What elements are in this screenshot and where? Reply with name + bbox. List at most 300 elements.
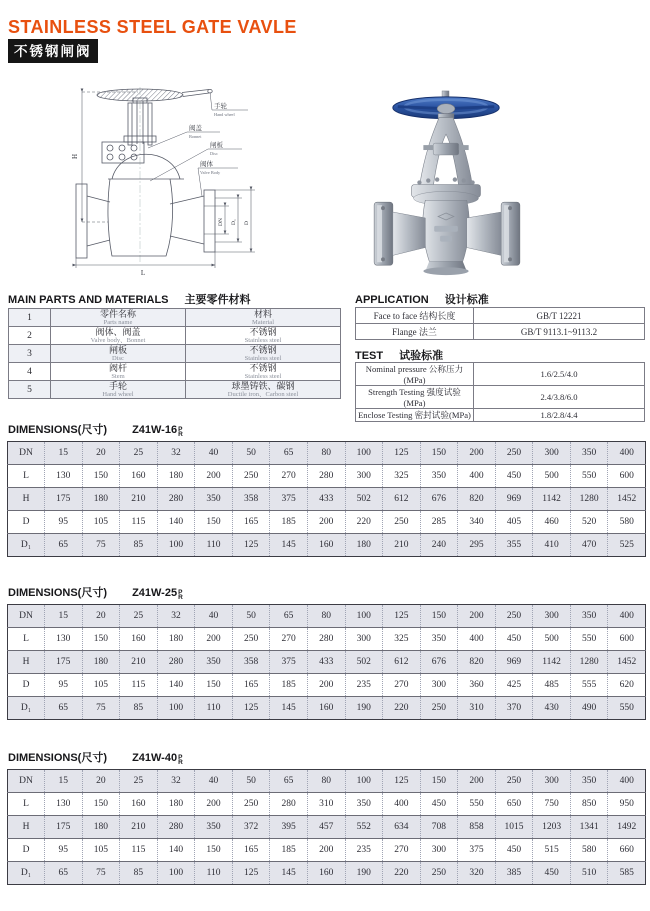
dimension-value: 355 [495,534,533,557]
application-row [356,324,645,340]
callout-labels [189,101,235,175]
dimension-value: 150 [420,605,458,628]
dimension-value: 235 [345,839,383,862]
application-heading-cn: 设计标准 [444,294,489,306]
dimension-value: 160 [307,697,345,720]
dimension-value: 295 [458,534,496,557]
dimension-value: 1142 [533,488,571,511]
dimension-value: 858 [458,816,496,839]
dimension-value: 180 [82,488,120,511]
part-name: 闸板 Disc [51,345,186,363]
dimension-value: 125 [232,862,270,885]
dimension-value: 750 [533,793,571,816]
dimension-value: 160 [120,628,158,651]
dimension-value: 85 [120,534,158,557]
dimension-row-label: D [8,839,45,862]
dimension-value: 85 [120,697,158,720]
part-material: 材料 Material [186,309,341,327]
dimension-value: 515 [533,839,571,862]
dimension-value: 80 [307,770,345,793]
dimension-value: 40 [195,442,233,465]
dimension-value: 80 [307,605,345,628]
dimension-value: 350 [345,793,383,816]
page-title: STAINLESS STEEL GATE VAVLE [8,17,297,37]
dimension-value: 285 [420,511,458,534]
valve-technical-drawing [52,86,320,278]
dimensions-label: DIMENSIONS(尺寸) [8,424,107,436]
dimension-value: 502 [345,488,383,511]
dimension-value: 1142 [533,651,571,674]
dim-label-h: H [71,153,79,159]
test-row-value: 1.6/2.5/4.0 [474,363,645,386]
dimension-value: 620 [608,674,646,697]
callout-handwheel-cn: 手轮 [214,103,227,110]
test-row-label: Enclose Testing 密封试验(MPa) [356,409,474,422]
dimension-value: 150 [82,465,120,488]
dimension-value: 1452 [608,651,646,674]
dimension-row [8,816,646,839]
dimension-value: 300 [533,605,571,628]
dimension-value: 580 [570,839,608,862]
dimension-value: 100 [157,697,195,720]
dimension-value: 250 [383,511,421,534]
dimension-value: 310 [307,793,345,816]
application-row-value: GB/T 12221 [474,308,645,324]
model-code-z41w16: Z41W-16 P R [132,424,183,438]
test-heading-en: TEST [355,350,384,362]
dimension-value: 405 [495,511,533,534]
dimension-value: 180 [157,628,195,651]
dimension-value: 820 [458,488,496,511]
dimensions-label: DIMENSIONS(尺寸) [8,752,107,764]
test-heading [355,347,443,363]
dimension-value: 190 [345,697,383,720]
dimension-value: 235 [345,674,383,697]
dimension-value: 325 [383,465,421,488]
dimension-value: 110 [195,697,233,720]
test-row-label: Strength Testing 强度试验(MPa) [356,386,474,409]
dimension-row [8,628,646,651]
dimension-value: 80 [307,442,345,465]
dimension-value: 130 [45,628,83,651]
test-heading-cn: 试验标准 [399,350,444,362]
dimension-value: 150 [420,770,458,793]
dimension-value: 160 [307,534,345,557]
dimensions-table-z41w40 [7,769,646,885]
dimension-value: 250 [495,605,533,628]
dimension-value: 200 [458,770,496,793]
dimension-value: 200 [307,674,345,697]
dimension-row-label: L [8,465,45,488]
dimension-value: 395 [270,816,308,839]
application-heading [355,291,489,307]
dimension-value: 65 [45,534,83,557]
dimension-row-label: DN [8,442,45,465]
dimension-value: 180 [345,534,383,557]
dimension-value: 450 [495,839,533,862]
dimension-value: 280 [270,793,308,816]
dimension-value: 175 [45,816,83,839]
application-table [355,307,645,340]
dimension-value: 220 [345,511,383,534]
dimension-value: 250 [232,628,270,651]
dimension-value: 185 [270,511,308,534]
dimension-value: 25 [120,442,158,465]
part-name: 阀体、阀盖 Valve body、Bonnet [51,327,186,345]
dimension-value: 520 [570,511,608,534]
dimension-value: 372 [232,816,270,839]
dimension-value: 300 [420,839,458,862]
parts-row [9,381,341,399]
dimension-value: 1015 [495,816,533,839]
dimension-value: 550 [608,697,646,720]
dimension-value: 20 [82,605,120,628]
dimension-value: 180 [82,651,120,674]
part-number: 1 [9,309,51,327]
dimension-value: 550 [570,628,608,651]
dimension-value: 650 [495,793,533,816]
test-row [356,409,645,422]
dimension-row-label: L [8,628,45,651]
dimension-value: 300 [345,465,383,488]
dimension-row [8,674,646,697]
dimension-row [8,651,646,674]
valve-photo [368,88,526,280]
dimension-value: 510 [570,862,608,885]
part-material: 不锈钢 Stainless steel [186,345,341,363]
dimension-value: 15 [45,442,83,465]
dimension-row-label: D₁ [8,534,45,557]
dimension-value: 140 [157,839,195,862]
dimension-value: 125 [232,697,270,720]
dimension-value: 430 [533,697,571,720]
dimension-row [8,793,646,816]
dimension-value: 270 [383,674,421,697]
dimension-value: 100 [345,442,383,465]
dimension-value: 320 [458,862,496,885]
dimension-row-label: H [8,651,45,674]
dimension-value: 280 [157,488,195,511]
dimension-value: 65 [270,605,308,628]
dimension-value: 375 [270,651,308,674]
dimension-value: 65 [45,697,83,720]
dimension-value: 400 [608,442,646,465]
dimension-value: 95 [45,839,83,862]
parts-row [9,345,341,363]
dimension-row-label: D [8,511,45,534]
application-row [356,308,645,324]
dimension-value: 180 [157,793,195,816]
dimension-row-label: D [8,674,45,697]
dimension-value: 210 [120,816,158,839]
part-material: 不锈钢 Stainless steel [186,363,341,381]
dimension-value: 660 [608,839,646,862]
dimension-value: 350 [420,465,458,488]
dimension-value: 50 [232,605,270,628]
dimension-value: 457 [307,816,345,839]
callout-body-en: Valve Body [200,170,221,175]
dimension-value: 375 [270,488,308,511]
dimension-value: 600 [608,465,646,488]
dimension-value: 50 [232,770,270,793]
dimension-value: 100 [157,862,195,885]
dimension-value: 550 [570,465,608,488]
dimension-value: 150 [195,839,233,862]
dimension-value: 15 [45,770,83,793]
dimension-value: 105 [82,674,120,697]
dimension-value: 100 [345,770,383,793]
dimensions-table-z41w16 [7,441,646,557]
dimension-value: 160 [307,862,345,885]
part-number: 4 [9,363,51,381]
dimension-value: 85 [120,862,158,885]
dimension-row-label: D₁ [8,862,45,885]
model-code-z41w25: Z41W-25 P R [132,587,183,601]
dimension-value: 20 [82,770,120,793]
dimension-row [8,605,646,628]
dimension-value: 350 [570,770,608,793]
dimension-value: 358 [232,488,270,511]
dimension-value: 65 [270,770,308,793]
dimension-row [8,862,646,885]
dimension-value: 130 [45,465,83,488]
parts-row [9,363,341,381]
dimension-value: 350 [195,816,233,839]
dimension-value: 180 [157,465,195,488]
dimension-value: 1452 [608,488,646,511]
dimension-value: 210 [120,651,158,674]
callout-bonnet-en: Bonnet [189,134,202,139]
dimension-value: 485 [533,674,571,697]
application-row-value: GB/T 9113.1~9113.2 [474,324,645,340]
dimension-value: 300 [533,442,571,465]
test-row-label: Nominal pressure 公称压力(MPa) [356,363,474,386]
dimension-value: 850 [570,793,608,816]
parts-row [9,327,341,345]
dimension-value: 612 [383,651,421,674]
dimension-value: 200 [458,442,496,465]
dimension-value: 150 [82,793,120,816]
dimension-value: 145 [270,862,308,885]
dimension-value: 210 [120,488,158,511]
dimension-value: 150 [195,674,233,697]
dimension-value: 165 [232,674,270,697]
valve-outline [76,87,215,262]
dimension-value: 15 [45,605,83,628]
dimension-value: 400 [608,770,646,793]
dimension-value: 350 [195,488,233,511]
page-subtitle-cn: 不锈钢闸阀 [8,39,98,63]
dimension-value: 200 [307,839,345,862]
dimension-value: 450 [495,628,533,651]
dimension-value: 100 [157,534,195,557]
dimension-value: 105 [82,839,120,862]
dimension-value: 280 [157,816,195,839]
dimension-value: 115 [120,674,158,697]
dimension-value: 50 [232,442,270,465]
dimension-value: 140 [157,511,195,534]
test-row-value: 1.8/2.8/4.4 [474,409,645,422]
dimension-value: 400 [458,465,496,488]
dimension-value: 160 [120,793,158,816]
application-row-label: Face to face 结构长度 [356,308,474,324]
dimension-value: 580 [608,511,646,534]
dimensions-heading-25 [8,584,183,600]
left-flange [374,202,393,265]
dimension-row-label: H [8,488,45,511]
dimension-value: 585 [608,862,646,885]
dimension-row [8,697,646,720]
dimension-value: 240 [420,534,458,557]
test-row-value: 2.4/3.8/6.0 [474,386,645,409]
dimension-value: 370 [495,697,533,720]
dimension-value: 270 [383,839,421,862]
dimension-value: 110 [195,862,233,885]
dimension-value: 1203 [533,816,571,839]
dimension-value: 250 [232,793,270,816]
dimension-value: 425 [495,674,533,697]
part-material: 不锈钢 Stainless steel [186,327,341,345]
part-name: 阀杆 Stem [51,363,186,381]
model-code-z41w40: Z41W-40 P R [132,752,183,766]
dimension-value: 95 [45,511,83,534]
dimension-row [8,465,646,488]
dimension-value: 125 [232,534,270,557]
dimension-value: 110 [195,534,233,557]
dimension-value: 280 [307,628,345,651]
test-table [355,362,645,422]
dimension-value: 270 [270,628,308,651]
dimension-value: 502 [345,651,383,674]
dimension-value: 40 [195,605,233,628]
dimension-value: 400 [608,605,646,628]
dimension-value: 165 [232,511,270,534]
dimension-value: 350 [195,651,233,674]
dimension-value: 375 [458,839,496,862]
application-heading-en: APPLICATION [355,294,429,306]
dimension-value: 250 [495,442,533,465]
dimension-value: 1341 [570,816,608,839]
test-row [356,386,645,409]
part-material: 球墨铸铁、碳钢 Ductile iron、Carbon steel [186,381,341,399]
dimension-value: 115 [120,511,158,534]
dimension-value: 600 [608,628,646,651]
dimension-value: 175 [45,651,83,674]
dimension-value: 950 [608,793,646,816]
part-number: 2 [9,327,51,345]
dimension-value: 550 [458,793,496,816]
dimension-value: 280 [157,651,195,674]
dimension-value: 300 [345,628,383,651]
dimension-row [8,839,646,862]
dimension-value: 250 [495,770,533,793]
dimension-row [8,488,646,511]
dimension-value: 350 [570,605,608,628]
parts-heading-en: MAIN PARTS AND MATERIALS [8,294,169,306]
dimension-value: 385 [495,862,533,885]
dimension-row [8,511,646,534]
dimension-value: 350 [420,628,458,651]
dimension-value: 450 [420,793,458,816]
dimension-value: 1280 [570,651,608,674]
dim-label-d: D [244,221,250,225]
dimension-value: 470 [570,534,608,557]
dimension-row-label: DN [8,605,45,628]
dimension-value: 200 [195,465,233,488]
dimensions-label: DIMENSIONS(尺寸) [8,587,107,599]
dimension-value: 820 [458,651,496,674]
dimension-value: 220 [383,697,421,720]
dimension-value: 125 [383,605,421,628]
dimension-value: 270 [270,465,308,488]
dimension-value: 220 [383,862,421,885]
dimension-value: 250 [420,697,458,720]
dimension-value: 525 [608,534,646,557]
dimension-value: 490 [570,697,608,720]
dimension-value: 280 [307,465,345,488]
dimension-value: 125 [383,770,421,793]
dimension-value: 145 [270,534,308,557]
dimension-value: 410 [533,534,571,557]
dimension-row-label: DN [8,770,45,793]
part-name: 零件名称 Parts name [51,309,186,327]
dimension-row-label: H [8,816,45,839]
dimension-row [8,442,646,465]
right-flange [501,202,520,265]
parts-row [9,309,341,327]
dimension-value: 250 [232,465,270,488]
dimension-value: 200 [307,511,345,534]
dimension-value: 185 [270,839,308,862]
dimension-value: 360 [458,674,496,697]
dimension-value: 75 [82,534,120,557]
callout-bonnet-cn: 阀盖 [189,125,202,132]
dimension-value: 25 [120,605,158,628]
dimension-value: 65 [270,442,308,465]
dimension-value: 300 [533,770,571,793]
dimension-value: 358 [232,651,270,674]
dimension-value: 65 [45,862,83,885]
test-row [356,363,645,386]
callout-disc-cn: 闸板 [210,142,223,149]
dimension-value: 75 [82,862,120,885]
dimension-value: 150 [195,511,233,534]
dim-label-dn: DN [218,218,224,226]
dimensions-heading-16 [8,421,183,437]
dimension-value: 433 [307,651,345,674]
dimension-value: 115 [120,839,158,862]
dimension-value: 105 [82,511,120,534]
dimension-value: 1492 [608,816,646,839]
dimension-value: 165 [232,839,270,862]
dimension-row-label: D₁ [8,697,45,720]
dimension-value: 175 [45,488,83,511]
dimension-row [8,770,646,793]
part-number: 3 [9,345,51,363]
dimension-value: 150 [82,628,120,651]
dimension-value: 340 [458,511,496,534]
dimension-value: 40 [195,770,233,793]
dimension-value: 460 [533,511,571,534]
parts-heading [8,291,251,307]
dimension-value: 400 [383,793,421,816]
dimension-value: 180 [82,816,120,839]
dimension-row-label: L [8,793,45,816]
dimension-value: 100 [345,605,383,628]
dimension-value: 552 [345,816,383,839]
dimension-value: 32 [157,770,195,793]
part-number: 5 [9,381,51,399]
